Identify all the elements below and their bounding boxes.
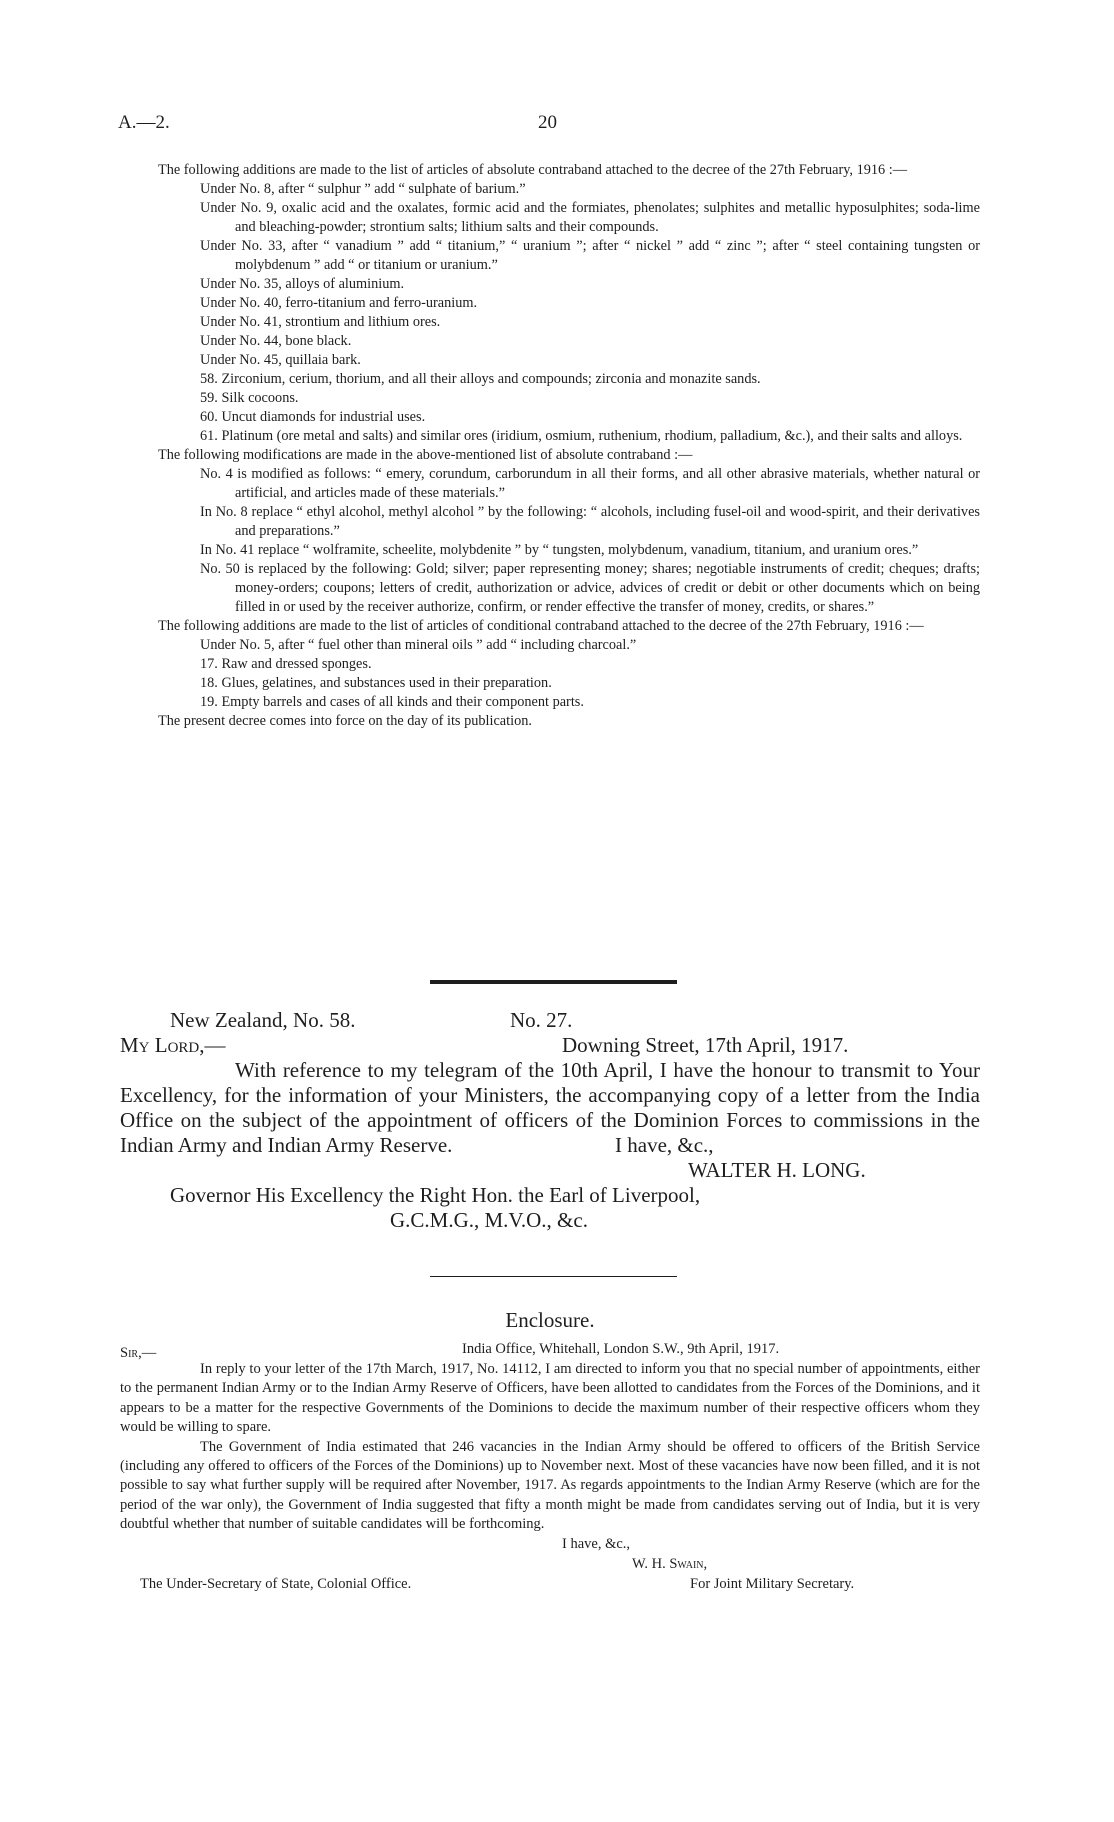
list-item: 58. Zirconium, cerium, thorium, and all their alloys and compounds; zirconia and monazite sands. xyxy=(200,371,761,387)
enclosure-heading-row xyxy=(120,1340,980,1360)
intro-absolute-additions: The following additions are made to the list of articles of absolute contraband attached to the decree of the 27th February, 1916 :— xyxy=(158,162,908,178)
addressee-honours-row xyxy=(120,1208,980,1258)
salutation: My Lord,— xyxy=(120,1033,226,1057)
addressee: Governor His Excellency the Right Hon. the Earl of Liverpool, xyxy=(170,1183,701,1207)
intro-conditional-additions: The following additions are made to the list of articles of conditional contraband attached to the decree of the 27th February, 1916 :— xyxy=(158,618,924,634)
list-item: 61. Platinum (ore metal and salts) and similar ores (iridium, osmium, ruthenium, rhodium, palladium, &c.), and their salts and alloys. xyxy=(200,428,963,444)
enclosure-paragraph-1: In reply to your letter of the 17th March, 1917, No. 14112, I am directed to inform you that no special number of appointments, either to the permanent Indian Army or to the Indian Army Reserve of Officers, have been allotted to candidates from the Forces of the Dominions, and it appears to be a matter for the respective Governments of the Dominions to decide the maximum number of their respective officers whom they would be willing to spare. xyxy=(120,1361,980,1436)
list-item: No. 4 is modified as follows: “ emery, corundum, carborundum in all their forms, and all other abrasive materials, whether natural or artificial, and articles made of these materials.” xyxy=(200,466,980,501)
letter-body: With reference to my telegram of the 10th April, I have the honour to transmit to Your Excellency, for the information of your Ministers, the accompanying copy of a letter from the India Office on the subject of the appointment of officers of the Dominion Forces to commissions in the Indian Army and Indian Army Reserve. xyxy=(120,1058,980,1157)
section-divider-thick xyxy=(430,980,677,984)
list-item: 60. Uncut diamonds for industrial uses. xyxy=(200,409,426,425)
list-item: Under No. 9, oxalic acid and the oxalates, formic acid and the formiates, phenolates; sulphites and metallic hyposulphites; soda-lime and bleaching-powder; strontium salts; lithium salts and their compounds. xyxy=(200,200,980,235)
enclosure-signer-title: For Joint Military Secretary. xyxy=(690,1575,855,1592)
salutation-row xyxy=(120,1033,980,1058)
enclosure-footer-row xyxy=(120,1575,980,1595)
section-divider xyxy=(430,1276,677,1277)
enclosure-recipient: The Under-Secretary of State, Colonial Office. xyxy=(140,1575,412,1592)
page-header xyxy=(118,112,998,142)
list-item: Under No. 45, quillaia bark. xyxy=(200,352,361,368)
list-item: Under No. 33, after “ vanadium ” add “ titanium,” “ uranium ”; after “ nickel ” add “ zinc ”; after “ steel containing tungsten or molybdenum ” add “ or titanium or uranium.” xyxy=(200,238,980,273)
intro-modifications: The following modifications are made in the above-mentioned list of absolute contraband :— xyxy=(158,447,693,463)
list-item: 17. Raw and dressed sponges. xyxy=(200,656,372,672)
decree-section xyxy=(118,161,980,731)
page-number: 20 xyxy=(538,112,557,133)
list-item: In No. 41 replace “ wolframite, scheelite, molybdenite ” by “ tungsten, molybdenum, vanadium, titanium, and uranium ores.” xyxy=(200,542,919,558)
enclosure-paragraph-2: The Government of India estimated that 246 vacancies in the Indian Army should be offered to officers of the British Service (including any offered to officers of the Forces of the Dominions) up to November next. Most of these vacancies have now been filled, and it is not possible to say what further supply will be required after November, 1917. As regards appointments to the Indian Army Reserve (which are for the period of the war only), the Government of India suggested that fifty a month might be made from candidates serving out of India, but it is very doubtful whether that number of suitable candidates will be forthcoming. xyxy=(120,1438,980,1533)
list-item: Under No. 5, after “ fuel other than mineral oils ” add “ including charcoal.” xyxy=(200,637,637,653)
list-item: 19. Empty barrels and cases of all kinds and their component parts. xyxy=(200,694,584,710)
enclosure-title: Enclosure. xyxy=(505,1308,595,1332)
list-item: Under No. 44, bone black. xyxy=(200,333,352,349)
parliamentary-paper-ref: A.—2. xyxy=(118,112,170,133)
dispatch-number: No. 27. xyxy=(510,1008,573,1032)
enclosure-signoff-row xyxy=(120,1535,980,1555)
enclosure-sign-off: I have, &c., xyxy=(562,1535,631,1552)
enclosure xyxy=(120,1306,980,1595)
signature: WALTER H. LONG. xyxy=(688,1158,866,1182)
addressee-honours: G.C.M.G., M.V.O., &c. xyxy=(390,1208,588,1232)
dispatch-label: New Zealand, No. 58. xyxy=(170,1008,356,1032)
place-date: Downing Street, 17th April, 1917. xyxy=(562,1033,849,1057)
enclosure-signature-row xyxy=(120,1555,980,1575)
enclosure-salutation: Sir,— xyxy=(120,1345,157,1361)
enclosure-signature: W. H. Swain, xyxy=(632,1555,708,1572)
list-item: Under No. 40, ferro-titanium and ferro-uranium. xyxy=(200,295,478,311)
decree-closing: The present decree comes into force on the day of its publication. xyxy=(158,713,532,729)
list-item: 59. Silk cocoons. xyxy=(200,390,299,406)
enclosure-place-date: India Office, Whitehall, London S.W., 9th April, 1917. xyxy=(462,1341,780,1357)
list-item: Under No. 35, alloys of aluminium. xyxy=(200,276,405,292)
list-item: In No. 8 replace “ ethyl alcohol, methyl alcohol ” by the following: “ alcohols, including fusel-oil and wood-spirit, and their derivatives and preparations.” xyxy=(200,504,980,539)
dispatch-letter xyxy=(120,1008,980,1258)
list-item: No. 50 is replaced by the following: Gold; silver; paper representing money; shares; negotiable instruments of credit; cheques; drafts; money-orders; coupons; letters of credit, authorization or advice, advices of credit or debit or other documents which on being filled in or used by the receiver authorize, confirm, or render effective the transfer of money, credits, or shares.” xyxy=(200,561,980,615)
list-item: Under No. 41, strontium and lithium ores. xyxy=(200,314,441,330)
list-item: Under No. 8, after “ sulphur ” add “ sulphate of barium.” xyxy=(200,181,526,197)
sign-off: I have, &c., xyxy=(615,1133,714,1157)
list-item: 18. Glues, gelatines, and substances used in their preparation. xyxy=(200,675,552,691)
dispatch-header-row xyxy=(120,1008,980,1033)
